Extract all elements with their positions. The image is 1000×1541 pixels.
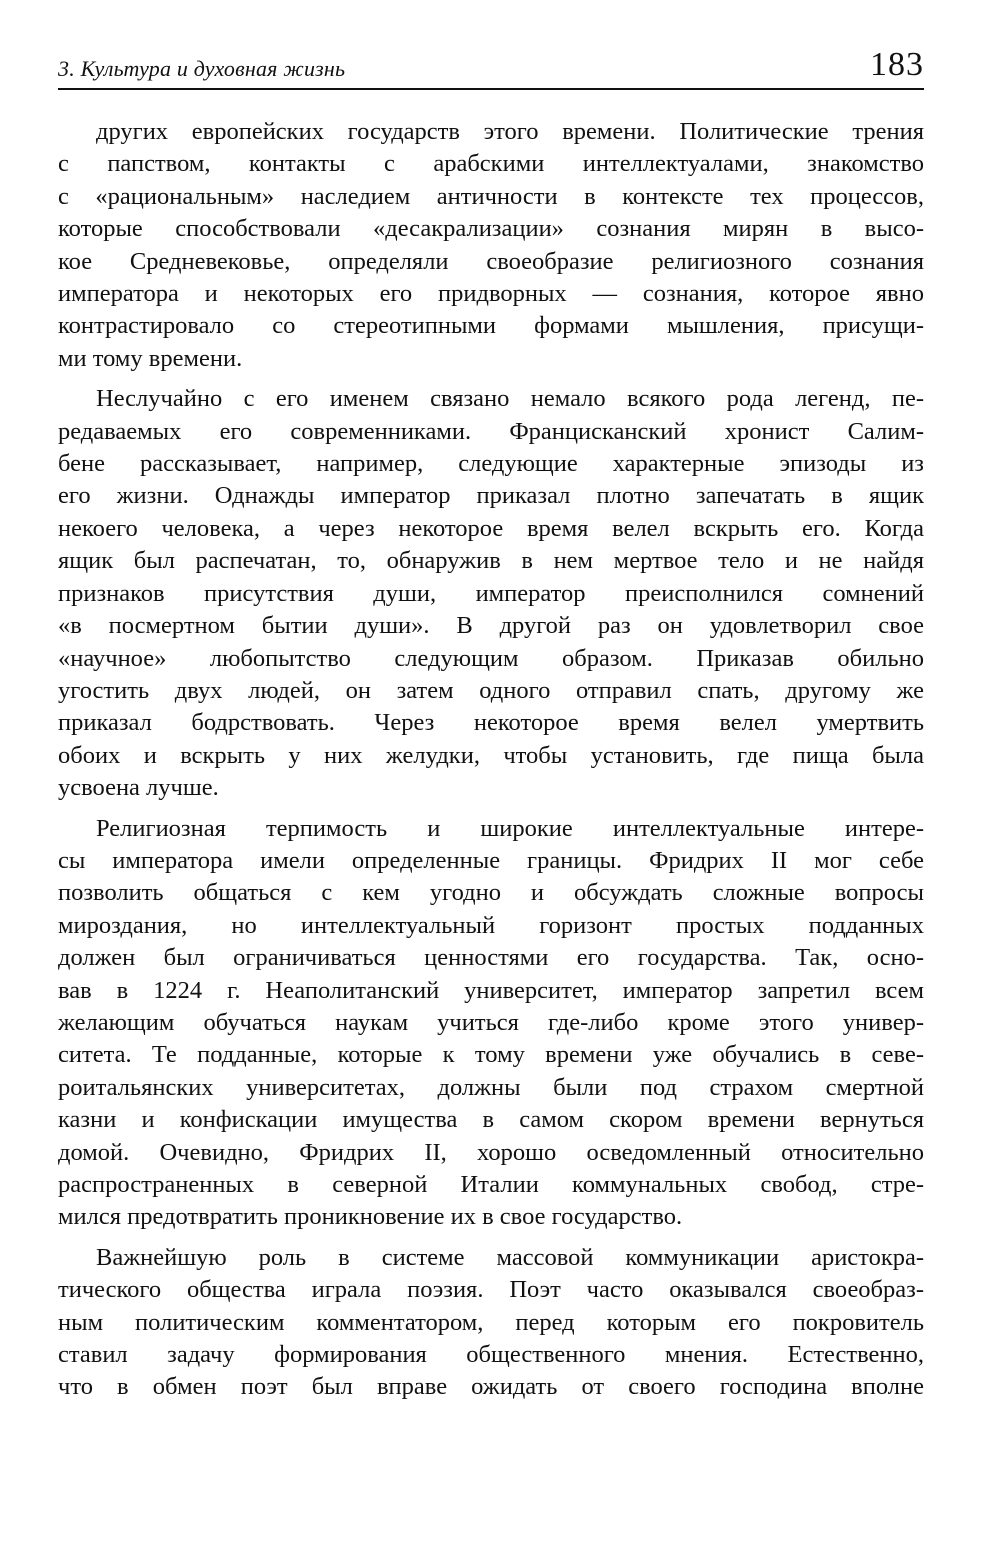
page-number: 183	[870, 46, 924, 83]
text-line: мироздания, но интеллектуальный горизонт простых подданных	[58, 911, 924, 939]
text-line: казни и конфискации имущества в самом скором времени вернуться	[58, 1106, 924, 1134]
text-line: признаков присутствия души, император преисполнился сомнений	[58, 579, 924, 607]
text-line: обоих и вскрыть у них желудки, чтобы установить, где пища была	[58, 741, 924, 769]
text-line: которые способствовали «десакрализации» сознания мирян в высо-	[58, 215, 924, 243]
running-header	[58, 44, 924, 86]
text-line: мился предотвратить проникновение их в свое государство.	[58, 1203, 683, 1231]
text-line: приказал бодрствовать. Через некоторое время велел умертвить	[58, 709, 924, 737]
text-line: роитальянских университетах, должны были под страхом смертной	[58, 1073, 924, 1101]
text-line: кое Средневековье, определяли своеобразие религиозного сознания	[58, 247, 924, 275]
text-line: Неслучайно с его именем связано немало всякого рода легенд, пе-	[96, 385, 924, 413]
paragraph	[58, 813, 924, 1234]
text-line: распространенных в северной Италии коммунальных свобод, стре-	[58, 1171, 924, 1198]
text-line: Важнейшую роль в системе массовой коммуникации аристокра-	[96, 1243, 924, 1271]
text-line: с «рациональным» наследием античности в контексте тех процессов,	[58, 182, 924, 210]
paragraph	[58, 116, 924, 375]
text-line: Религиозная терпимость и широкие интеллектуальные интере-	[96, 814, 924, 842]
text-line: что в обмен поэт был вправе ожидать от своего господина вполне	[58, 1373, 924, 1401]
text-line: желающим обучаться наукам учиться где-либо кроме этого универ-	[58, 1008, 924, 1036]
text-line: императора и некоторых его придворных — сознания, которое явно	[58, 280, 924, 308]
text-line: домой. Очевидно, Фридрих II, хорошо осведомленный относительно	[58, 1138, 924, 1166]
text-line: «научное» любопытство следующим образом. Приказав обильно	[58, 644, 924, 672]
text-line: вав в 1224 г. Неаполитанский университет, император запретил всем	[58, 976, 924, 1004]
running-title: 3. Культура и духовная жизнь	[58, 56, 346, 81]
text-line: позволить общаться с кем угодно и обсуждать сложные вопросы	[58, 879, 924, 907]
text-line: некоего человека, а через некоторое время велел вскрыть его. Когда	[58, 514, 924, 542]
text-line: «в посмертном бытии души». В другой раз он удовлетворил свое	[58, 612, 924, 640]
paragraph	[58, 383, 924, 804]
text-line: ящик был распечатан, то, обнаружив в нем мертвое тело и не найдя	[58, 547, 924, 575]
text-line: тического общества играла поэзия. Поэт часто оказывался своеобраз-	[58, 1276, 924, 1304]
text-line: ситета. Те подданные, которые к тому времени уже обучались в севе-	[58, 1041, 924, 1069]
header-rule	[58, 88, 924, 90]
text-line: с папством, контакты с арабскими интеллектуалами, знакомство	[58, 150, 924, 178]
body-text	[58, 116, 924, 1412]
text-line: его жизни. Однажды император приказал плотно запечатать в ящик	[58, 482, 924, 510]
text-line: ным политическим комментатором, перед которым его покровитель	[58, 1308, 924, 1336]
text-line: других европейских государств этого времени. Политические трения	[96, 118, 924, 145]
text-line: ми тому времени.	[58, 344, 243, 372]
text-line: сы императора имели определенные границы. Фридрих II мог себе	[58, 846, 924, 874]
text-line: должен был ограничиваться ценностями его государства. Так, осно-	[58, 944, 924, 972]
text-line: бене рассказывает, например, следующие характерные эпизоды из	[58, 450, 924, 478]
text-line: усвоена лучше.	[58, 774, 219, 802]
paragraph	[58, 1242, 924, 1404]
text-line: контрастировало со стереотипными формами мышления, присущи-	[58, 312, 924, 340]
text-line: редаваемых его современниками. Францисканский хронист Салим-	[58, 417, 924, 445]
text-line: ставил задачу формирования общественного мнения. Естественно,	[58, 1341, 924, 1369]
text-line: угостить двух людей, он затем одного отправил спать, другому же	[58, 676, 924, 704]
